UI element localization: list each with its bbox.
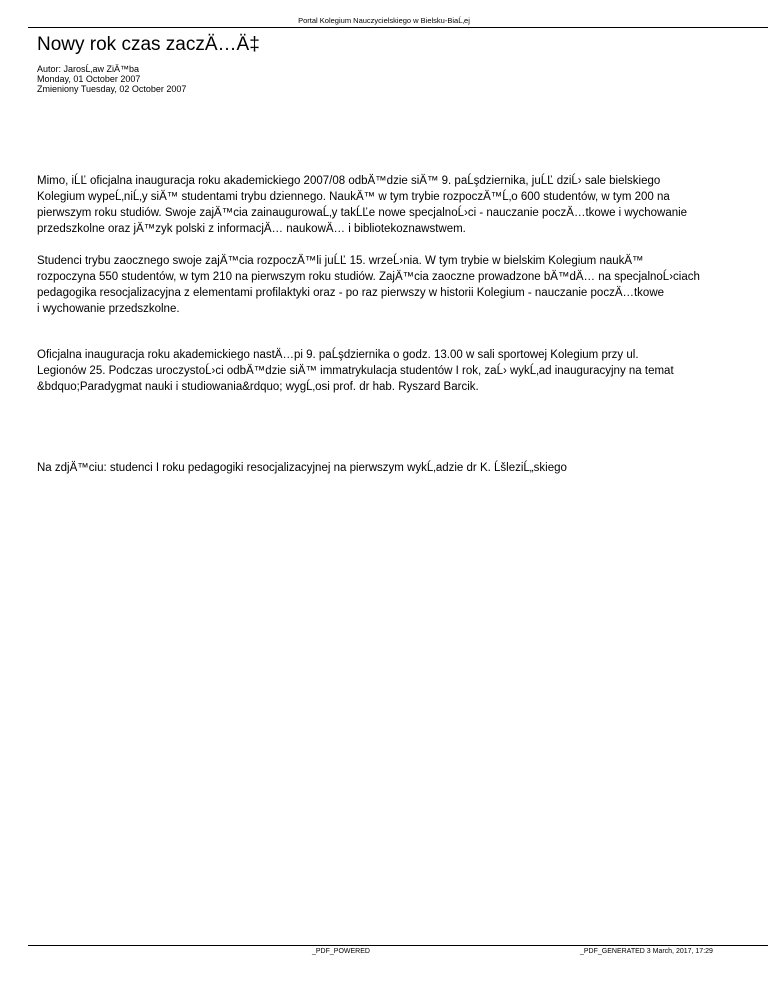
article-paragraph-1 [37, 173, 768, 237]
paragraph-line: Studenci trybu zaocznego swoje zajÄ™cia rozpoczÄ™li juĹĽ 15. wrzeĹ›nia. W tym trybie w bielskim Kolegium naukÄ™ [37, 255, 644, 267]
paragraph-line: Oficjalna inauguracja roku akademickiego nastÄ…pi 9. paĹşdziernika o godz. 13.00 w sali sportowej Kolegium przy ul. [37, 349, 639, 361]
article-modified-date: Zmieniony Tuesday, 02 October 2007 [37, 84, 187, 94]
paragraph-line: &bdquo;Paradygmat nauki i studiowania&rdquo; wygĹ‚osi prof. dr hab. Ryszard Barcik. [37, 381, 479, 393]
footer-generated: _PDF_GENERATED 3 March, 2017, 17:29 [580, 948, 713, 955]
article-title: Nowy rok czas zaczÄ…Ä‡ [37, 34, 260, 55]
paragraph-line: rozpoczyna 550 studentów, w tym 210 na pierwszym roku studiów. ZajÄ™cia zaoczne prowadzone bÄ™dÄ… na specjalnoĹ›ciach [37, 271, 700, 283]
paragraph-line: Legionów 25. Podczas uroczystoĹ›ci odbÄ™dzie siÄ™ immatrykulacja studentów I rok, zaĹ› wykĹ‚ad inauguracyjny na temat [37, 365, 674, 377]
site-header: Portal Kolegium Nauczycielskiego w Bielsku-BiaĹ‚ej [298, 16, 470, 25]
footer-divider [28, 945, 768, 946]
footer-powered: _PDF_POWERED [312, 948, 370, 955]
photo-caption [37, 460, 768, 476]
article-paragraph-2 [37, 253, 768, 317]
article-paragraph-3 [37, 347, 768, 395]
paragraph-line: pierwszym roku studiów. Swoje zajÄ™cia zainaugurowaĹ‚y takĹĽe nowe specjalnoĹ›ci - nauczanie poczÄ…tkowe i wychowanie [37, 207, 688, 219]
article-date: Monday, 01 October 2007 [37, 74, 141, 84]
paragraph-line: i wychowanie przedszkolne. [37, 303, 180, 315]
paragraph-line: pedagogika resocjalizacyjna z elementami profilaktyki oraz - po raz pierwszy w historii Kolegium - nauczanie poczÄ…tkowe [37, 287, 665, 299]
paragraph-line: Mimo, iĹĽ oficjalna inauguracja roku akademickiego 2007/08 odbÄ™dzie siÄ™ 9. paĹşdziernika, juĹĽ dziĹ› sale bielskiego [37, 175, 661, 187]
paragraph-line: Kolegium wypeĹ‚niĹ‚y siÄ™ studentami trybu dziennego. NaukÄ™ w tym trybie rozpoczÄ™Ĺ‚o 600 studentów, w tym 200 na [37, 191, 670, 203]
paragraph-line: przedszkolne oraz jÄ™zyk polski z informacjÄ… naukowÄ… i bibliotekoznawstwem. [37, 223, 466, 235]
paragraph-line: Na zdjÄ™ciu: studenci I roku pedagogiki resocjalizacyjnej na pierwszym wykĹ‚adzie dr K. ĹšleziĹ„skiego [37, 462, 567, 474]
header-divider [28, 27, 768, 28]
article-author: Autor: JarosĹ‚aw ZiÄ™ba [37, 64, 140, 74]
